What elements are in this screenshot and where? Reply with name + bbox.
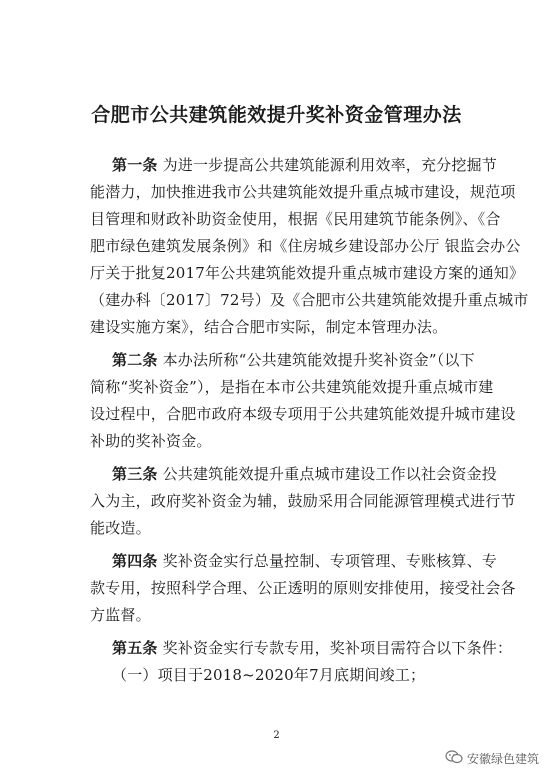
line-text: 能改造。 bbox=[90, 519, 151, 537]
watermark-text: 安徽绿色建筑 bbox=[466, 752, 539, 766]
paragraph-line bbox=[90, 181, 516, 202]
line-text: 肥市绿色建筑发展条例》和《住房城乡建设部办公厅 银监会办公 bbox=[90, 237, 521, 255]
paragraph-line bbox=[90, 208, 501, 229]
wechat-icon bbox=[445, 750, 467, 767]
paragraph-line bbox=[112, 154, 497, 175]
line-text: （建办科〔2017〕72号）及《合肥市公共建筑能效提升重点城市 bbox=[90, 291, 529, 309]
paragraph-line bbox=[90, 403, 516, 424]
line-text: 公共建筑能效提升重点城市建设工作以社会资金投 bbox=[157, 465, 497, 483]
paragraph-line bbox=[90, 517, 151, 538]
line-text: 款专用，按照科学合理、公正透明的原则安排使用，接受社会各 bbox=[90, 579, 516, 597]
line-text: 设过程中，合肥市政府本级专项用于公共建筑能效提升城市建设 bbox=[90, 405, 516, 423]
article-label: 第三条 bbox=[112, 465, 158, 483]
line-text: （一）项目于2018~2020年7月底期间竣工； bbox=[112, 666, 426, 684]
line-text: 目管理和财政补助资金使用，根据《民用建筑节能条例》、《合 bbox=[90, 210, 501, 228]
line-text: 建设实施方案》，结合合肥市实际，制定本管理办法。 bbox=[90, 318, 448, 336]
paragraph-line bbox=[112, 349, 475, 370]
document-title: 合肥市公共建筑能效提升奖补资金管理办法 bbox=[91, 104, 462, 126]
line-text: 本办法所称“公共建筑能效提升奖补资金”（以下 bbox=[157, 351, 475, 369]
paragraph-line bbox=[90, 289, 528, 310]
line-text: 简称“奖补资金”），是指在本市公共建筑能效提升重点城市建 bbox=[90, 378, 494, 396]
watermark bbox=[445, 750, 539, 767]
paragraph-line bbox=[90, 316, 447, 337]
paragraph-line bbox=[90, 577, 516, 598]
paragraph-line bbox=[112, 637, 512, 658]
line-text: 为进一步提高公共建筑能源利用效率，充分挖掘节 bbox=[157, 156, 497, 174]
paragraph-line bbox=[112, 463, 497, 484]
line-text: 厅关于批复2017年公共建筑能效提升重点城市建设方案的通知》 bbox=[90, 264, 525, 282]
article-label: 第二条 bbox=[112, 351, 158, 369]
paragraph-line bbox=[90, 604, 151, 625]
page-number: 2 bbox=[273, 730, 280, 741]
article-label: 第四条 bbox=[112, 552, 158, 570]
line-text: 奖补资金实行专款专用，奖补项目需符合以下条件： bbox=[157, 639, 513, 657]
paragraph-line bbox=[112, 664, 425, 685]
article-label: 第五条 bbox=[112, 639, 158, 657]
paragraph-line bbox=[112, 550, 497, 571]
line-text: 奖补资金实行总量控制、专项管理、专账核算、专 bbox=[157, 552, 497, 570]
paragraph-line bbox=[90, 235, 521, 256]
paragraph-line bbox=[90, 490, 516, 511]
line-text: 方监督。 bbox=[90, 606, 151, 624]
line-text: 能潜力，加快推进我市公共建筑能效提升重点城市建设，规范项 bbox=[90, 183, 516, 201]
line-text: 补助的奖补资金。 bbox=[90, 432, 212, 450]
paragraph-line bbox=[90, 430, 212, 451]
article-label: 第一条 bbox=[112, 156, 158, 174]
line-text: 入为主，政府奖补资金为辅，鼓励采用合同能源管理模式进行节 bbox=[90, 492, 516, 510]
paragraph-line bbox=[90, 376, 493, 397]
paragraph-line bbox=[90, 262, 524, 283]
